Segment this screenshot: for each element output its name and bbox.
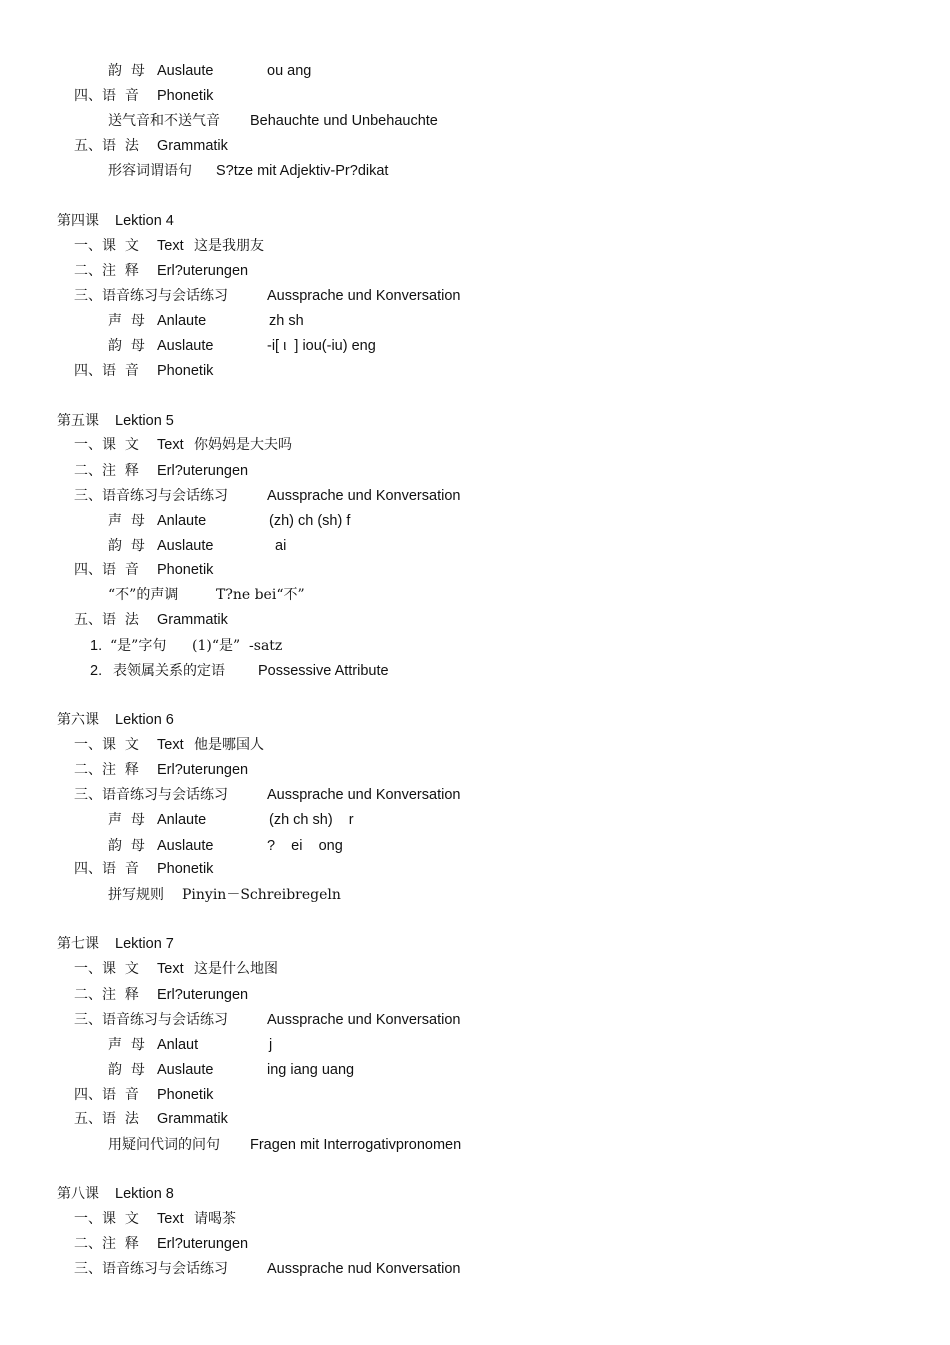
- line-segment: 三、语音练习与会话练习: [74, 488, 228, 504]
- line-segment: T?ne bei“不”: [216, 587, 305, 603]
- line-segment: “是”字句: [110, 638, 167, 654]
- line-segment: Auslaute: [157, 1062, 214, 1078]
- line-segment: Auslaute: [157, 538, 214, 554]
- line-segment: Grammatik: [157, 612, 228, 628]
- line-segment: 声 母: [108, 1037, 145, 1053]
- text-line: [0, 1233, 950, 1255]
- line-segment: 声 母: [108, 513, 145, 529]
- line-segment: Aussprache und Konversation: [267, 787, 461, 803]
- line-segment: (zh ch sh) r: [269, 812, 354, 828]
- text-line: [0, 460, 950, 482]
- line-segment: 请喝茶: [194, 1211, 236, 1227]
- line-segment: Grammatik: [157, 1111, 228, 1127]
- line-segment: Erl?uterungen: [157, 1236, 249, 1252]
- line-segment: 这是什么地图: [194, 961, 278, 977]
- line-segment: 一、课 文: [74, 437, 139, 453]
- line-segment: Text: [157, 961, 184, 977]
- line-segment: 四、语 音: [74, 88, 139, 104]
- text-line: [0, 1208, 950, 1230]
- line-segment: ? ei ong: [267, 838, 343, 854]
- text-line: [0, 335, 950, 357]
- text-line: [0, 1108, 950, 1130]
- text-line: [0, 110, 950, 132]
- line-segment: -i[ ι ] iou(-iu) eng: [267, 338, 376, 354]
- line-segment: 一、课 文: [74, 737, 139, 753]
- line-segment: 第六课: [57, 712, 99, 728]
- line-segment: Lektion 7: [115, 936, 174, 952]
- line-segment: 韵 母: [108, 63, 145, 79]
- line-segment: Anlaute: [157, 313, 207, 329]
- line-segment: 声 母: [108, 812, 145, 828]
- text-line: [0, 784, 950, 806]
- line-segment: Lektion 8: [115, 1186, 174, 1202]
- text-line: [0, 485, 950, 507]
- text-line: [0, 858, 950, 880]
- text-line: [0, 809, 950, 831]
- text-line: [0, 734, 950, 756]
- line-segment: Auslaute: [157, 338, 214, 354]
- line-segment: 韵 母: [108, 1062, 145, 1078]
- line-segment: ai: [275, 538, 287, 554]
- line-segment: 第七课: [57, 936, 99, 952]
- text-line: [0, 410, 950, 432]
- line-segment: Grammatik: [157, 138, 228, 154]
- line-segment: Aussprache und Konversation: [267, 488, 461, 504]
- line-segment: Auslaute: [157, 838, 214, 854]
- text-line: [0, 559, 950, 581]
- line-segment: Erl?uterungen: [157, 463, 249, 479]
- line-segment: 送气音和不送气音: [108, 113, 220, 129]
- text-line: [0, 135, 950, 157]
- line-segment: 三、语音练习与会话练习: [74, 1261, 228, 1277]
- line-segment: Behauchte und Unbehauchte: [250, 113, 438, 129]
- line-segment: ing iang uang: [267, 1062, 355, 1078]
- line-segment: 一、课 文: [74, 1211, 139, 1227]
- line-segment: Phonetik: [157, 861, 214, 877]
- line-segment: 二、注 释: [74, 1236, 139, 1252]
- line-segment: Possessive Attribute: [258, 663, 389, 679]
- text-line: [0, 1084, 950, 1106]
- line-segment: 声 母: [108, 313, 145, 329]
- line-segment: 五、语 法: [74, 1111, 139, 1127]
- text-line: [0, 1009, 950, 1031]
- text-line: [0, 434, 950, 456]
- line-segment: 一、课 文: [74, 238, 139, 254]
- line-segment: 四、语 音: [74, 861, 139, 877]
- line-segment: Lektion 5: [115, 413, 174, 429]
- line-segment: ou ang: [267, 63, 312, 79]
- line-segment: Lektion 6: [115, 712, 174, 728]
- text-line: [0, 835, 950, 857]
- line-segment: 二、注 释: [74, 263, 139, 279]
- text-line: [0, 984, 950, 1006]
- line-segment: 四、语 音: [74, 1087, 139, 1103]
- line-segment: 韵 母: [108, 338, 145, 354]
- line-segment: 第五课: [57, 413, 99, 429]
- text-line: [0, 958, 950, 980]
- text-line: [0, 584, 950, 606]
- text-line: [0, 933, 950, 955]
- line-segment: Text: [157, 737, 184, 753]
- text-line: [0, 635, 950, 657]
- text-line: [0, 310, 950, 332]
- line-segment: 韵 母: [108, 838, 145, 854]
- line-segment: 二、注 释: [74, 987, 139, 1003]
- line-segment: 一、课 文: [74, 961, 139, 977]
- line-segment: Phonetik: [157, 363, 214, 379]
- text-line: [0, 235, 950, 257]
- text-line: [0, 210, 950, 232]
- line-segment: Text: [157, 437, 184, 453]
- line-segment: 表领属关系的定语: [113, 663, 225, 679]
- line-segment: 第八课: [57, 1186, 99, 1202]
- line-segment: 四、语 音: [74, 363, 139, 379]
- text-line: [0, 1059, 950, 1081]
- line-segment: 这是我朋友: [194, 238, 264, 254]
- text-line: [0, 709, 950, 731]
- line-segment: Text: [157, 238, 184, 254]
- line-segment: Erl?uterungen: [157, 263, 249, 279]
- line-segment: Aussprache und Konversation: [267, 1012, 461, 1028]
- text-line: [0, 60, 950, 82]
- text-line: [0, 759, 950, 781]
- line-segment: “不”的声调: [108, 587, 179, 603]
- line-segment: Auslaute: [157, 63, 214, 79]
- line-segment: 第四课: [57, 213, 99, 229]
- text-line: [0, 1258, 950, 1280]
- line-segment: zh sh: [269, 313, 304, 329]
- text-line: [0, 285, 950, 307]
- text-line: [0, 609, 950, 631]
- line-segment: 五、语 法: [74, 138, 139, 154]
- line-segment: Anlaut: [157, 1037, 199, 1053]
- text-line: [0, 660, 950, 682]
- text-line: [0, 260, 950, 282]
- text-line: [0, 535, 950, 557]
- line-segment: 形容词谓语句: [108, 163, 192, 179]
- line-segment: S?tze mit Adjektiv-Pr?dikat: [216, 163, 389, 179]
- line-segment: Phonetik: [157, 562, 214, 578]
- text-line: [0, 360, 950, 382]
- line-segment: Aussprache und Konversation: [267, 288, 461, 304]
- text-line: [0, 884, 950, 906]
- line-segment: 五、语 法: [74, 612, 139, 628]
- line-segment: 你妈妈是大夫吗: [194, 437, 292, 453]
- line-segment: Erl?uterungen: [157, 762, 249, 778]
- text-line: [0, 1034, 950, 1056]
- line-segment: 四、语 音: [74, 562, 139, 578]
- line-segment: Phonetik: [157, 88, 214, 104]
- line-segment: (1)“是” -satz: [192, 638, 283, 654]
- line-segment: j: [269, 1037, 273, 1053]
- line-segment: 2.: [90, 663, 103, 679]
- line-segment: Lektion 4: [115, 213, 174, 229]
- line-segment: Anlaute: [157, 513, 207, 529]
- line-segment: 用疑问代词的问句: [108, 1137, 220, 1153]
- line-segment: 1.: [90, 638, 103, 654]
- line-segment: 他是哪国人: [194, 737, 264, 753]
- line-segment: Erl?uterungen: [157, 987, 249, 1003]
- line-segment: Phonetik: [157, 1087, 214, 1103]
- line-segment: (zh) ch (sh) f: [269, 513, 351, 529]
- line-segment: 二、注 释: [74, 762, 139, 778]
- line-segment: 三、语音练习与会话练习: [74, 1012, 228, 1028]
- line-segment: Aussprache nud Konversation: [267, 1261, 461, 1277]
- line-segment: 韵 母: [108, 538, 145, 554]
- line-segment: Anlaute: [157, 812, 207, 828]
- text-line: [0, 85, 950, 107]
- text-line: [0, 1183, 950, 1205]
- line-segment: 三、语音练习与会话练习: [74, 787, 228, 803]
- text-line: [0, 510, 950, 532]
- text-line: [0, 1134, 950, 1156]
- line-segment: Text: [157, 1211, 184, 1227]
- line-segment: 拼写规则: [108, 887, 164, 903]
- line-segment: Pinyin－Schreibregeln: [182, 887, 341, 903]
- line-segment: 二、注 释: [74, 463, 139, 479]
- line-segment: 三、语音练习与会话练习: [74, 288, 228, 304]
- line-segment: Fragen mit Interrogativpronomen: [250, 1137, 462, 1153]
- text-line: [0, 160, 950, 182]
